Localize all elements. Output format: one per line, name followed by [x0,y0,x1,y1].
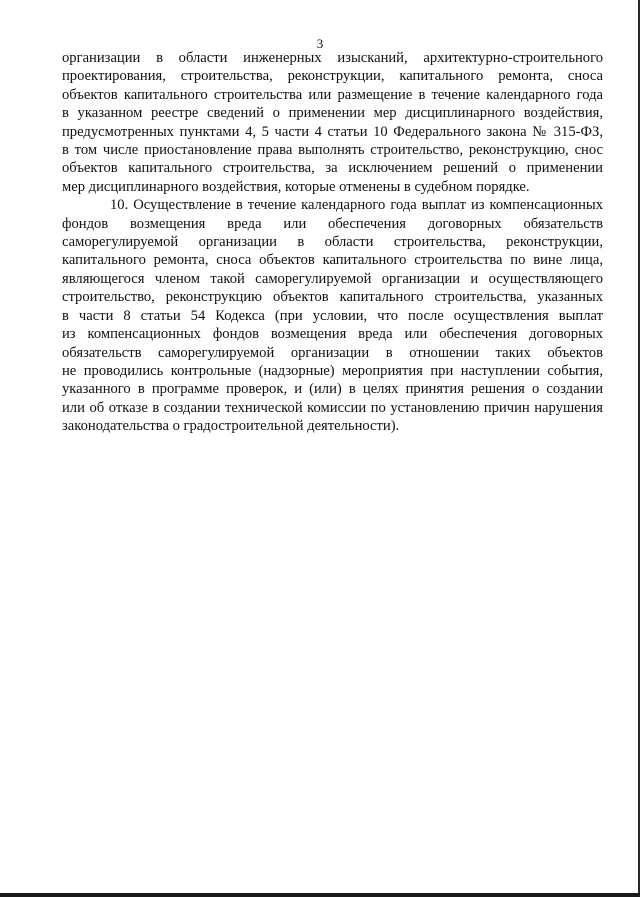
text-line: в части 8 статьи 54 Кодекса (при условии, что после осуществления выплат [62,307,603,324]
text-line: в том числе приостановление права выполнять строительство, реконструкцию, снос [62,142,603,159]
document-body [62,49,603,436]
text-line: обязательств саморегулируемой организации в отношении таких объектов [62,344,603,361]
text-line: организации в области инженерных изысканий, архитектурно-строительного [62,50,603,66]
text-line: объектов капитального строительства, за исключением решений о применении [62,160,603,177]
text-line: капитального ремонта, сноса объектов капитального строительства по вине лица, [62,252,603,269]
text-line: или об отказе в создании технической комиссии по установлению причин нарушения [62,399,603,416]
text-line: 10. Осуществление в течение календарного года выплат из компенсационных [110,197,603,214]
text-line: указанного в программе проверок, и (или) в целях принятия решения о создании [62,381,603,398]
text-line: являющегося членом такой саморегулируемой организации и осуществляющего [62,270,603,287]
text-line: строительство, реконструкцию объектов капитального строительства, указанных [62,289,603,306]
scan-edge-bottom [0,893,640,897]
text-line: саморегулируемой организации в области строительства, реконструкции, [62,234,603,251]
paragraph-item-10 [62,196,603,435]
text-line: предусмотренных пунктами 4, 5 части 4 статьи 10 Федерального закона № 315-ФЗ, [62,123,603,140]
text-line: законодательства о градостроительной деятельности). [62,418,400,435]
text-line: объектов капитального строительства или размещение в течение календарного года [62,86,603,103]
page-number: 3 [316,36,324,51]
paragraph-continuation [62,49,603,196]
text-line: фондов возмещения вреда или обеспечения договорных обязательств [62,215,603,232]
text-line: проектирования, строительства, реконструкции, капитального ремонта, сноса [62,68,603,85]
text-line: из компенсационных фондов возмещения вреда или обеспечения договорных [62,326,603,343]
text-line: мер дисциплинарного воздействия, которые отменены в судебном порядке. [62,178,530,195]
text-line: не проводились контрольные (надзорные) мероприятия при наступлении события, [62,362,603,379]
text-line: в указанном реестре сведений о применении мер дисциплинарного воздействия, [62,105,603,122]
